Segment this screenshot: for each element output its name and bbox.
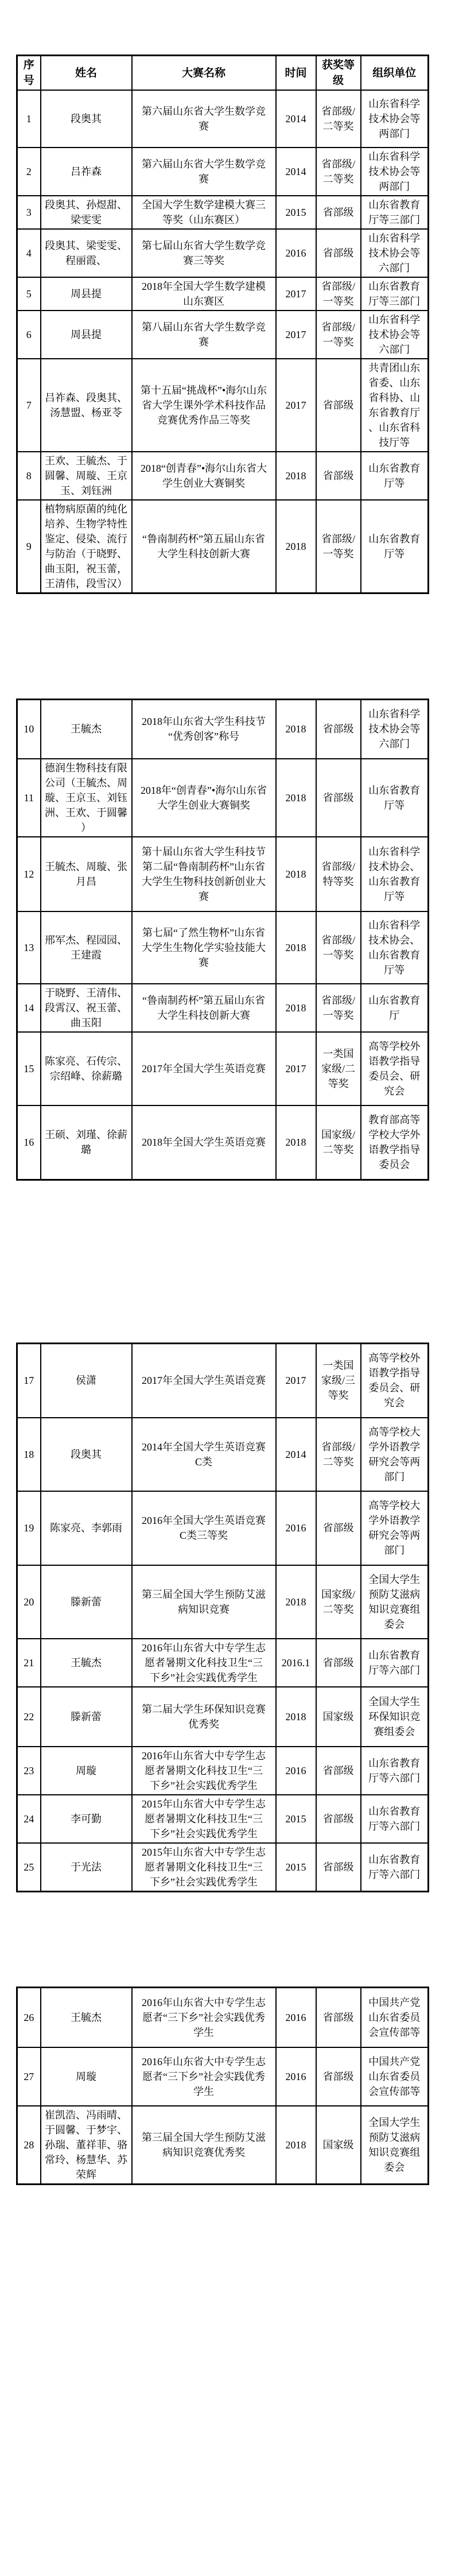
document-page-2 <box>0 644 455 1288</box>
table-row <box>17 1639 429 1687</box>
cell-name: 吕祚森、段奥其、汤慧盟、杨亚苓 <box>41 359 132 452</box>
cell-organizer: 山东省教育厅等 <box>361 500 429 593</box>
cell-time: 2017 <box>276 277 316 311</box>
cell-organizer: 山东省科学技术协会、山东省教育厅等 <box>361 837 429 911</box>
table-row <box>17 359 429 452</box>
cell-index: 20 <box>17 1565 41 1639</box>
cell-index: 6 <box>17 311 41 359</box>
cell-competition: 第三届全国大学生预防艾滋病知识竞赛 <box>132 1565 276 1639</box>
cell-competition: 2015年山东省大中专学生志愿者暑期文化科技卫生“三下乡”社会实践优秀学生 <box>132 1843 276 1892</box>
cell-name: 李可勤 <box>41 1795 132 1843</box>
cell-index: 8 <box>17 452 41 500</box>
cell-name: 陈家亮、石传宗、宗绍峰、徐薪璐 <box>41 1032 132 1105</box>
cell-time: 2016 <box>276 1747 316 1795</box>
cell-index: 13 <box>17 911 41 984</box>
cell-award: 省部级 <box>316 359 361 452</box>
cell-name: 于晓野、王清伟、段霄汉、祝玉蕾、曲玉阳 <box>41 984 132 1032</box>
cell-organizer: 山东省科学技术协会等六部门 <box>361 700 429 759</box>
cell-time: 2016 <box>276 2047 316 2106</box>
table-row <box>17 311 429 359</box>
cell-organizer: 山东省科学技术协会等两部门 <box>361 90 429 148</box>
cell-index: 2 <box>17 148 41 196</box>
cell-name: 段奥其、孙煜甜、梁雯雯 <box>41 196 132 229</box>
column-header-time: 时间 <box>276 56 316 91</box>
cell-award: 省部级 <box>316 1491 361 1565</box>
cell-organizer: 中国共产党山东省委员会宣传部等 <box>361 1988 429 2047</box>
cell-competition: 第十五届“挑战杯”•海尔山东省大学生课外学术科技作品竞赛优秀作品三等奖 <box>132 359 276 452</box>
table-row <box>17 500 429 593</box>
cell-competition: 2016年山东省大中专学生志愿者暑期文化科技卫生“三下乡”社会实践优秀学生 <box>132 1747 276 1795</box>
table-row <box>17 1105 429 1180</box>
cell-name: 滕新蕾 <box>41 1687 132 1747</box>
cell-award: 国家级/二等奖 <box>316 1565 361 1639</box>
cell-index: 25 <box>17 1843 41 1892</box>
cell-award: 省部级 <box>316 1988 361 2047</box>
cell-award: 省部级 <box>316 452 361 500</box>
table-row <box>17 911 429 984</box>
table-row <box>17 984 429 1032</box>
awards-table <box>16 699 429 1181</box>
cell-competition: 第六届山东省大学生数学竞赛 <box>132 90 276 148</box>
cell-time: 2016 <box>276 229 316 277</box>
cell-index: 24 <box>17 1795 41 1843</box>
cell-award: 省部级 <box>316 1795 361 1843</box>
cell-competition: “鲁南制药杯”第五届山东省大学生科技创新大赛 <box>132 500 276 593</box>
cell-competition: “鲁南制药杯”第五届山东省大学生科技创新大赛 <box>132 984 276 1032</box>
cell-award: 省部级 <box>316 759 361 837</box>
cell-competition: 2018年“创青春”•海尔山东省大学生创业大赛铜奖 <box>132 759 276 837</box>
cell-name: 周县提 <box>41 311 132 359</box>
cell-time: 2018 <box>276 1687 316 1747</box>
cell-name: 陈家亮、李郭雨 <box>41 1491 132 1565</box>
cell-award: 省部级/特等奖 <box>316 837 361 911</box>
cell-organizer: 全国大学生环保知识竞赛组委会 <box>361 1687 429 1747</box>
table-row <box>17 837 429 911</box>
cell-index: 17 <box>17 1344 41 1418</box>
cell-award: 省部级 <box>316 1639 361 1687</box>
table-row <box>17 1032 429 1105</box>
table-row <box>17 1747 429 1795</box>
table-row <box>17 759 429 837</box>
cell-name: 王欢、王毓杰、于圆馨、周璇、王京玉、刘钰洲 <box>41 452 132 500</box>
cell-name: 邢军杰、程园园、王建霞 <box>41 911 132 984</box>
cell-organizer: 山东省教育厅等 <box>361 759 429 837</box>
cell-award: 省部级/一等奖 <box>316 984 361 1032</box>
cell-organizer: 山东省科学技术协会等两部门 <box>361 148 429 196</box>
cell-time: 2014 <box>276 90 316 148</box>
cell-index: 14 <box>17 984 41 1032</box>
cell-name: 段奥其、梁雯雯、程丽霞、 <box>41 229 132 277</box>
column-header-award: 获奖等级 <box>316 56 361 91</box>
cell-name: 崔凯浩、冯雨晴、于圆馨、于梦宇、孙瑞、董祥菲、骆常玲、杨慧华、苏荣辉 <box>41 2106 132 2185</box>
cell-time: 2017 <box>276 359 316 452</box>
cell-time: 2018 <box>276 1565 316 1639</box>
cell-name: 周县提 <box>41 277 132 311</box>
cell-time: 2018 <box>276 452 316 500</box>
cell-organizer: 山东省科学技术协会、山东省教育厅等 <box>361 911 429 984</box>
cell-index: 22 <box>17 1687 41 1747</box>
cell-index: 18 <box>17 1418 41 1491</box>
cell-organizer: 山东省教育厅等六部门 <box>361 1795 429 1843</box>
table-row <box>17 229 429 277</box>
cell-index: 5 <box>17 277 41 311</box>
table-row <box>17 452 429 500</box>
cell-index: 4 <box>17 229 41 277</box>
table-row <box>17 277 429 311</box>
cell-name: 周璇 <box>41 1747 132 1795</box>
table-row <box>17 1795 429 1843</box>
cell-organizer: 中国共产党山东省委员会宣传部等 <box>361 2047 429 2106</box>
cell-award: 省部级/一等奖 <box>316 911 361 984</box>
cell-organizer: 山东省科学技术协会等六部门 <box>361 311 429 359</box>
awards-table <box>16 55 429 594</box>
cell-name: 王毓杰、周璇、张月昌 <box>41 837 132 911</box>
cell-index: 19 <box>17 1491 41 1565</box>
cell-organizer: 山东省教育厅等六部门 <box>361 1843 429 1892</box>
table-row <box>17 1491 429 1565</box>
cell-organizer: 高等学校外语教学指导委员会、研究会 <box>361 1032 429 1105</box>
cell-award: 省部级 <box>316 1843 361 1892</box>
cell-time: 2018 <box>276 759 316 837</box>
awards-table <box>16 1987 429 2185</box>
table-row <box>17 1988 429 2047</box>
cell-competition: 2016年山东省大中专学生志愿者暑期文化科技卫生“三下乡”社会实践优秀学生 <box>132 1639 276 1687</box>
column-header-competition: 大赛名称 <box>132 56 276 91</box>
cell-organizer: 山东省教育厅等三部门 <box>361 196 429 229</box>
cell-award: 省部级/一等奖 <box>316 311 361 359</box>
cell-award: 省部级/一等奖 <box>316 277 361 311</box>
cell-award: 省部级/二等奖 <box>316 1418 361 1491</box>
cell-competition: 全国大学生数学建模大赛三等奖（山东赛区） <box>132 196 276 229</box>
table-row <box>17 1344 429 1418</box>
cell-award: 省部级 <box>316 700 361 759</box>
cell-competition: 2017年全国大学生英语竞赛 <box>132 1032 276 1105</box>
cell-index: 16 <box>17 1105 41 1180</box>
cell-award: 国家级/二等奖 <box>316 1105 361 1180</box>
column-header-index: 序号 <box>17 56 41 91</box>
cell-name: 王毓杰 <box>41 1988 132 2047</box>
cell-name: 吕祚森 <box>41 148 132 196</box>
table-row <box>17 2106 429 2185</box>
cell-time: 2015 <box>276 196 316 229</box>
cell-time: 2017 <box>276 311 316 359</box>
document-page-1 <box>0 0 455 644</box>
cell-competition: 2018“创青春”•海尔山东省大学生创业大赛铜奖 <box>132 452 276 500</box>
cell-organizer: 山东省教育厅等六部门 <box>361 1639 429 1687</box>
header-row <box>17 56 429 91</box>
table-row <box>17 1843 429 1892</box>
cell-competition: 第七届“了然生物杯”山东省大学生生物化学实验技能大赛 <box>132 911 276 984</box>
cell-competition: 第八届山东省大学生数学竞赛 <box>132 311 276 359</box>
cell-organizer: 教育部高等学校大学外语教学指导委员会 <box>361 1105 429 1180</box>
cell-time: 2017 <box>276 1032 316 1105</box>
cell-competition: 第三届全国大学生预防艾滋病知识竞赛优秀奖 <box>132 2106 276 2185</box>
cell-time: 2018 <box>276 1105 316 1180</box>
cell-index: 3 <box>17 196 41 229</box>
cell-name: 德润生物科技有限公司（王毓杰、周璇、王京玉、刘钰洲、王欢、于圆馨） <box>41 759 132 837</box>
cell-competition: 第六届山东省大学生数学竞赛 <box>132 148 276 196</box>
table-row <box>17 700 429 759</box>
cell-index: 10 <box>17 700 41 759</box>
document-page-4 <box>0 1932 455 2576</box>
cell-name: 侯潇 <box>41 1344 132 1418</box>
awards-table <box>16 1343 429 1892</box>
cell-index: 21 <box>17 1639 41 1687</box>
cell-competition: 2017年全国大学生英语竞赛 <box>132 1344 276 1418</box>
cell-time: 2018 <box>276 500 316 593</box>
cell-organizer: 山东省科学技术协会等六部门 <box>361 229 429 277</box>
cell-time: 2018 <box>276 837 316 911</box>
cell-index: 26 <box>17 1988 41 2047</box>
cell-time: 2017 <box>276 1344 316 1418</box>
cell-competition: 2018年全国大学生数学建模山东赛区 <box>132 277 276 311</box>
cell-award: 国家级 <box>316 2106 361 2185</box>
cell-name: 段奥其 <box>41 90 132 148</box>
cell-time: 2015 <box>276 1843 316 1892</box>
cell-name: 植物病原菌的纯化培养、生物学特性鉴定、侵染、流行与防治（于晓野、曲玉阳，祝玉蕾，王清伟，段雪汉） <box>41 500 132 593</box>
cell-index: 11 <box>17 759 41 837</box>
cell-name: 滕新蕾 <box>41 1565 132 1639</box>
cell-time: 2018 <box>276 2106 316 2185</box>
cell-index: 7 <box>17 359 41 452</box>
cell-time: 2016 <box>276 1491 316 1565</box>
cell-organizer: 全国大学生预防艾滋病知识竞赛组委会 <box>361 1565 429 1639</box>
table-row <box>17 1418 429 1491</box>
cell-time: 2018 <box>276 700 316 759</box>
cell-organizer: 全国大学生预防艾滋病知识竞赛组委会 <box>361 2106 429 2185</box>
table-row <box>17 196 429 229</box>
cell-award: 省部级 <box>316 229 361 277</box>
cell-name: 王毓杰 <box>41 700 132 759</box>
cell-award: 一类国家级/二等奖 <box>316 1032 361 1105</box>
cell-award: 省部级 <box>316 1747 361 1795</box>
cell-index: 28 <box>17 2106 41 2185</box>
cell-organizer: 高等学校外语教学指导委员会、研究会 <box>361 1344 429 1418</box>
cell-organizer: 山东省教育厅等 <box>361 452 429 500</box>
cell-competition: 第二届大学生环保知识竞赛优秀奖 <box>132 1687 276 1747</box>
table-row <box>17 148 429 196</box>
table-row <box>17 1687 429 1747</box>
cell-time: 2018 <box>276 984 316 1032</box>
cell-time: 2016.1 <box>276 1639 316 1687</box>
table-row <box>17 2047 429 2106</box>
cell-competition: 2014年全国大学生英语竞赛C类 <box>132 1418 276 1491</box>
cell-index: 23 <box>17 1747 41 1795</box>
table-row <box>17 1565 429 1639</box>
cell-time: 2014 <box>276 148 316 196</box>
cell-award: 省部级/一等奖 <box>316 500 361 593</box>
cell-index: 12 <box>17 837 41 911</box>
cell-competition: 2016年山东省大中专学生志愿者“三下乡”社会实践优秀学生 <box>132 1988 276 2047</box>
cell-award: 省部级 <box>316 196 361 229</box>
cell-name: 段奥其 <box>41 1418 132 1491</box>
column-header-name: 姓名 <box>41 56 132 91</box>
cell-name: 王毓杰 <box>41 1639 132 1687</box>
cell-organizer: 共青团山东省委、山东省科协、山东省教育厅、山东省科技厅等 <box>361 359 429 452</box>
column-header-organizer: 组织单位 <box>361 56 429 91</box>
cell-name: 王硕、刘瑾、徐薪璐 <box>41 1105 132 1180</box>
cell-organizer: 高等学校大学外语教学研究会等两部门 <box>361 1491 429 1565</box>
cell-time: 2018 <box>276 911 316 984</box>
cell-index: 15 <box>17 1032 41 1105</box>
cell-award: 省部级 <box>316 2047 361 2106</box>
cell-index: 9 <box>17 500 41 593</box>
cell-competition: 2018年全国大学生英语竞赛 <box>132 1105 276 1180</box>
cell-time: 2016 <box>276 1988 316 2047</box>
cell-organizer: 山东省教育厅等六部门 <box>361 1747 429 1795</box>
cell-competition: 2016年山东省大中专学生志愿者“三下乡”社会实践优秀学生 <box>132 2047 276 2106</box>
cell-time: 2015 <box>276 1795 316 1843</box>
cell-competition: 第十届山东省大学生科技节第二届“鲁南制药杯”山东省大学生生物科技创新创业大赛 <box>132 837 276 911</box>
cell-index: 1 <box>17 90 41 148</box>
cell-award: 一类国家级/三等奖 <box>316 1344 361 1418</box>
cell-award: 国家级 <box>316 1687 361 1747</box>
cell-name: 周璇 <box>41 2047 132 2106</box>
table-row <box>17 90 429 148</box>
cell-award: 省部级/二等奖 <box>316 148 361 196</box>
cell-competition: 2016年全国大学生英语竞赛C类三等奖 <box>132 1491 276 1565</box>
cell-organizer: 山东省教育厅 <box>361 984 429 1032</box>
cell-competition: 2018年山东省大学生科技节“优秀创客”称号 <box>132 700 276 759</box>
cell-competition: 第七届山东省大学生数学竞赛三等奖 <box>132 229 276 277</box>
cell-time: 2014 <box>276 1418 316 1491</box>
cell-organizer: 高等学校大学外语教学研究会等两部门 <box>361 1418 429 1491</box>
cell-competition: 2015年山东省大中专学生志愿者暑期文化科技卫生“三下乡”社会实践优秀学生 <box>132 1795 276 1843</box>
document-page-3 <box>0 1288 455 1932</box>
cell-index: 27 <box>17 2047 41 2106</box>
cell-name: 于光法 <box>41 1843 132 1892</box>
cell-organizer: 山东省教育厅等三部门 <box>361 277 429 311</box>
cell-award: 省部级/二等奖 <box>316 90 361 148</box>
